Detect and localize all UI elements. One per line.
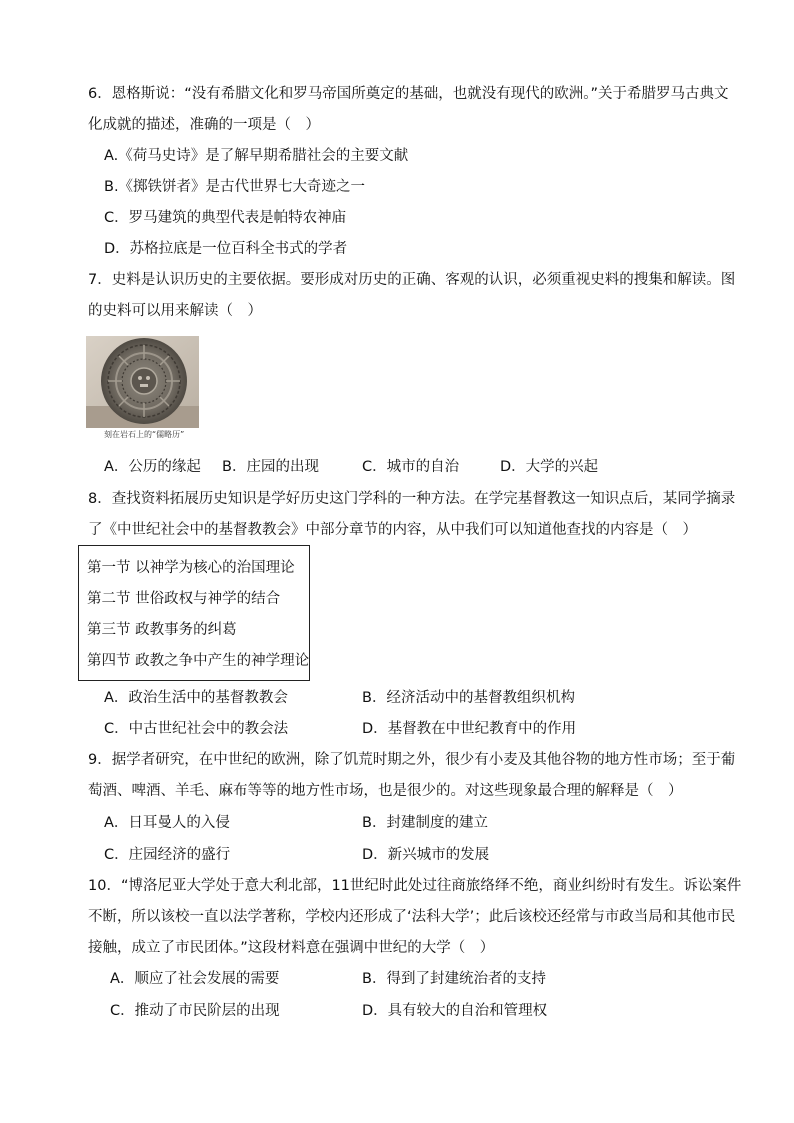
- q9-option-c: C．庄园经济的盛行: [104, 847, 231, 863]
- q10-stem-line1: 10．“博洛尼亚大学处于意大利北部，11世纪时此处过往商旅络绎不绝，商业纠纷时有发生。诉讼案件: [88, 878, 742, 894]
- q7-option-b: B．庄园的出现: [222, 459, 319, 475]
- chapter-3: 第三节 政教事务的纠葛: [87, 622, 237, 638]
- chapter-4: 第四节 政教之争中产生的神学理论: [87, 653, 310, 669]
- q6-option-a: A.《荷马史诗》是了解早期希腊社会的主要文献: [104, 148, 409, 164]
- q6-option-b: B.《掷铁饼者》是古代世界七大奇迹之一: [104, 179, 366, 195]
- q8-stem-line2: 了《中世纪社会中的基督教教会》中部分章节的内容，从中我们可以知道他查找的内容是（ ）: [88, 522, 697, 538]
- q8-option-c: C．中古世纪社会中的教会法: [104, 721, 289, 737]
- calendar-stone-illustration: [86, 336, 199, 428]
- chapter-list-box: [78, 545, 310, 681]
- q7-option-c: C．城市的自治: [362, 459, 460, 475]
- q10-stem-line3: 接触，成立了市民团体。”这段材料意在强调中世纪的大学（ ）: [88, 940, 495, 956]
- chapter-2: 第二节 世俗政权与神学的结合: [87, 591, 281, 607]
- q10-option-c: C．推动了市民阶层的出现: [110, 1003, 280, 1019]
- q6-stem-line2: 化成就的描述，准确的一项是（ ）: [88, 117, 320, 133]
- q10-option-b: B．得到了封建统治者的支持: [362, 971, 546, 987]
- figure-caption: 刻在岩石上的“儒略历”: [104, 430, 185, 439]
- q7-option-d: D．大学的兴起: [500, 459, 599, 475]
- q6-option-c: C．罗马建筑的典型代表是帕特农神庙: [104, 210, 347, 226]
- q7-option-a: A．公历的缘起: [104, 459, 201, 475]
- q8-option-a: A．政治生活中的基督教教会: [104, 690, 288, 706]
- q9-stem-line2: 萄酒、啤酒、羊毛、麻布等等的地方性市场，也是很少的。对这些现象最合理的解释是（ ）: [88, 783, 683, 799]
- aztec-calendar-stone-image: [86, 336, 199, 428]
- q9-option-d: D．新兴城市的发展: [362, 847, 490, 863]
- q10-stem-line2: 不断，所以该校一直以法学著称，学校内还形成了‘法科大学’；此后该校还经常与市政当局和其他市民: [88, 909, 736, 925]
- q9-option-b: B．封建制度的建立: [362, 815, 488, 831]
- q8-option-d: D．基督教在中世纪教育中的作用: [362, 721, 577, 737]
- q10-option-a: A．顺应了社会发展的需要: [110, 971, 280, 987]
- q7-stem-line1: 7．史料是认识历史的主要依据。要形成对历史的正确、客观的认识，必须重视史料的搜集和解读。图: [88, 272, 736, 288]
- q8-option-b: B．经济活动中的基督教组织机构: [362, 690, 575, 706]
- q7-stem-line2: 的史料可以用来解读（ ）: [88, 303, 262, 319]
- q6-stem-line1: 6．恩格斯说：“没有希腊文化和罗马帝国所奠定的基础，也就没有现代的欧洲。”关于希腊罗马古典文: [88, 86, 729, 102]
- q6-option-d: D．苏格拉底是一位百科全书式的学者: [104, 241, 348, 257]
- q9-option-a: A．日耳曼人的入侵: [104, 815, 230, 831]
- q10-option-d: D．具有较大的自治和管理权: [362, 1003, 548, 1019]
- q8-stem-line1: 8．查找资料拓展历史知识是学好历史这门学科的一种方法。在学完基督教这一知识点后，某同学摘录: [88, 491, 736, 507]
- chapter-1: 第一节 以神学为核心的治国理论: [87, 560, 295, 576]
- q9-stem-line1: 9．据学者研究，在中世纪的欧洲，除了饥荒时期之外，很少有小麦及其他谷物的地方性市场；至于葡: [88, 752, 736, 768]
